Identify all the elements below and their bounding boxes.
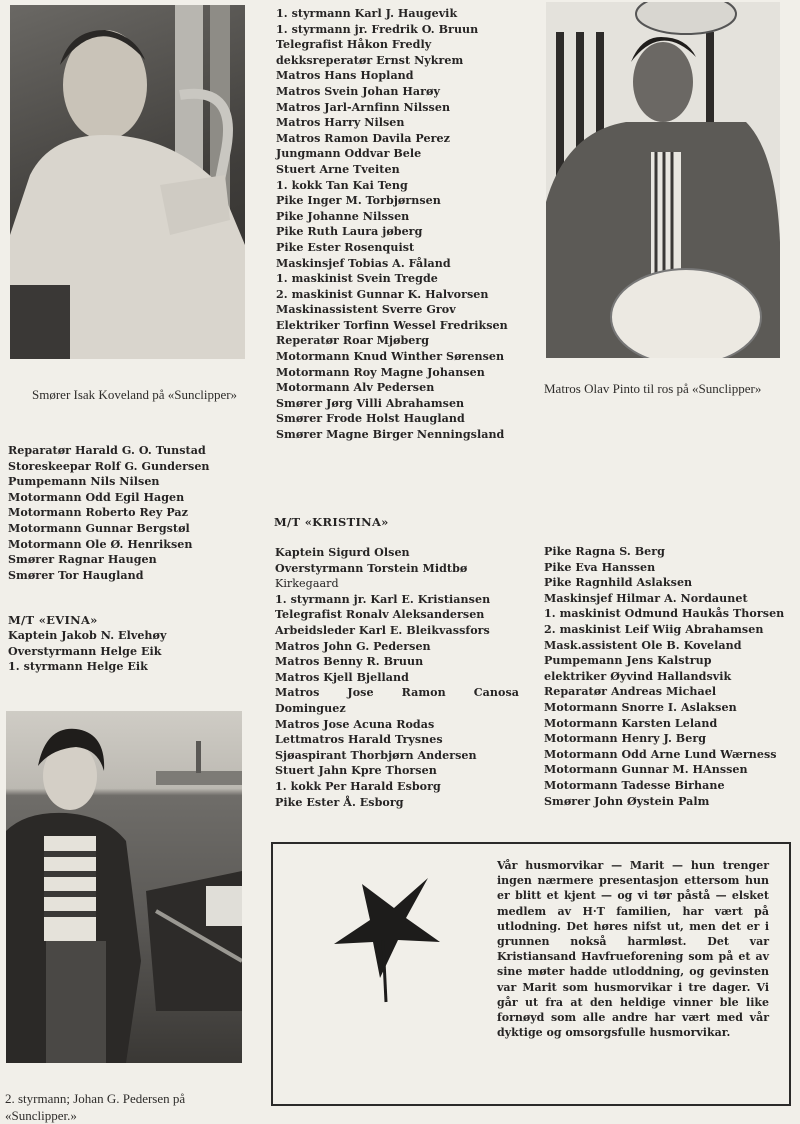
crew-member: Lettmatros Harald Trysnes — [275, 733, 443, 747]
sunclipper-crew-left — [8, 443, 210, 583]
crew-member: Motormann Roberto Rey Paz — [8, 506, 189, 520]
crew-member: Reparatør Andreas Michael — [544, 685, 717, 699]
crew-member: Motormann Tadesse Birhane — [544, 778, 725, 792]
crew-member: Reparatør Harald G. O. Tunstad — [8, 444, 206, 457]
crew-member: Mask.assistent Ole B. Koveland — [544, 638, 742, 652]
crew-member: 1. styrmann jr. Fredrik O. Bruun — [276, 22, 479, 36]
crew-member: Pike Eva Hanssen — [544, 560, 656, 574]
crew-member: Matros Ramon Davila Perez — [276, 131, 450, 145]
crew-member: Kirkegaard — [275, 577, 339, 591]
crew-member: elektriker Øyvind Hallandsvik — [544, 669, 732, 683]
word: Matros — [275, 686, 320, 700]
crew-member: Pike Ragna S. Berg — [544, 545, 665, 558]
crew-member: Matros John G. Pedersen — [275, 639, 431, 653]
crew-member: 1. maskinist Odmund Haukås Thorsen — [544, 607, 785, 621]
caption-olav: Matros Olav Pinto til ros på «Sunclipper» — [544, 381, 762, 396]
crew-member: Motormann Odd Arne Lund Wærness — [544, 747, 777, 761]
crew-member: Dominguez — [275, 701, 346, 715]
crew-member: Maskinsjef Tobias A. Fåland — [276, 256, 451, 270]
crew-member: Pike Johanne Nilssen — [276, 209, 410, 223]
crew-member: 1. styrmann Karl J. Haugevik — [276, 7, 458, 20]
crew-member: Smører Tor Haugland — [8, 568, 144, 582]
crew-member: Sjøaspirant Thorbjørn Andersen — [275, 748, 477, 762]
crew-member: Pike Ruth Laura jøberg — [276, 225, 423, 239]
crew-member: 1. kokk Per Harald Esborg — [275, 779, 441, 793]
crew-member: Motormann Alv Pedersen — [276, 381, 435, 395]
crew-member: Smører Ragnar Haugen — [8, 553, 157, 567]
husmorvikar-notice-text: Vår husmorvikar — Marit — hun trenger ingen nærmere presentasjon ettersom hun er blitt et kjent — og vi tør påstå — elsket medlem av H·T familien, har vært på utlodning. Det høres nifst ut, men det er i grunnen nokså harmløst. Det var Kristiansand Havfrueforening som på et av sine møter hadde utloddning, og gevinsten var Marit som husmorvikar i tre dager. Vi går ut fra at den heldige vinner ble like fornøyd som alle andre har vært med vår dyktige og omsorgsfulle husmorvikar. — [497, 859, 769, 1040]
crew-member: Kaptein Jakob N. Elvehøy — [8, 629, 167, 642]
husmorvikar-notice-box — [271, 842, 791, 1106]
photo-isak-koveland — [10, 5, 245, 359]
caption-isak: Smører Isak Koveland på «Sunclipper» — [32, 387, 238, 402]
crew-member: Overstyrmann Torstein Midtbø — [275, 561, 468, 575]
evina-crew — [8, 628, 167, 675]
crew-member: Smører John Øystein Palm — [544, 794, 710, 808]
crew-member: Maskinsjef Hilmar A. Nordaunet — [544, 591, 748, 605]
crew-member: Jungmann Oddvar Bele — [276, 147, 422, 161]
crew-member: Matros Harry Nilsen — [276, 116, 405, 130]
word: Ramon — [401, 686, 446, 700]
evina-heading: M/T «EVINA» — [8, 613, 98, 627]
crew-member: Motormann Snorre I. Aslaksen — [544, 700, 737, 714]
crew-member: Matros Hans Hopland — [276, 69, 414, 83]
crew-member: Motormann Gunnar Bergstøl — [8, 521, 190, 535]
crew-member: Pike Inger M. Torbjørnsen — [276, 194, 441, 208]
crew-member: Motormann Odd Egil Hagen — [8, 490, 185, 504]
crew-member: 1. maskinist Svein Tregde — [276, 272, 438, 286]
kristina-crew-part1 — [275, 545, 519, 810]
crew-member: Matros Jose Acuna Rodas — [275, 717, 435, 731]
crew-member: Smører Jørg Villi Abrahamsen — [276, 396, 465, 410]
crew-member-justified — [275, 685, 519, 701]
crew-member: Arbeidsleder Karl E. Bleikvassfors — [275, 623, 490, 637]
crew-member: Storeskeepar Rolf G. Gundersen — [8, 459, 210, 473]
photo-olav-pinto — [546, 2, 780, 358]
crew-member: Pike Ester Å. Esborg — [275, 795, 404, 809]
crew-member: 1. kokk Tan Kai Teng — [276, 178, 408, 192]
star-icon — [328, 870, 448, 1010]
photo-olav-illustration — [546, 2, 780, 358]
crew-member: Motormann Ole Ø. Henriksen — [8, 537, 193, 551]
kristina-heading: M/T «KRISTINA» — [274, 515, 389, 529]
crew-member: Maskinassistent Sverre Grov — [276, 303, 456, 317]
sunclipper-crew-center — [276, 6, 508, 443]
crew-member: Stuert Arne Tveiten — [276, 162, 400, 176]
crew-member: Kaptein Sigurd Olsen — [275, 546, 410, 559]
crew-member: Reperatør Roar Mjøberg — [276, 334, 430, 348]
crew-member: Smører Magne Birger Nenningsland — [276, 428, 505, 442]
crew-member: 2. maskinist Gunnar K. Halvorsen — [276, 287, 489, 301]
crew-member: Pumpemann Nils Nilsen — [8, 475, 160, 489]
crew-member: Motormann Karsten Leland — [544, 716, 718, 730]
crew-member: 2. maskinist Leif Wiig Abrahamsen — [544, 622, 764, 636]
photo-johan-pedersen — [6, 711, 242, 1063]
word: Canosa — [473, 686, 519, 700]
crew-member: Elektriker Torfinn Wessel Fredriksen — [276, 318, 508, 332]
crew-member: Telegrafist Ronalv Aleksandersen — [275, 608, 485, 622]
crew-member: Matros Kjell Bjelland — [275, 670, 409, 684]
crew-member: Stuert Jahn Kpre Thorsen — [275, 764, 437, 778]
crew-member: 1. styrmann Helge Eik — [8, 660, 148, 674]
photo-isak-illustration — [10, 5, 245, 359]
crew-member: Matros Benny R. Bruun — [275, 655, 424, 669]
crew-member: Matros Svein Johan Harøy — [276, 84, 440, 98]
word: Jose — [347, 686, 374, 700]
crew-member: dekksreperatør Ernst Nykrem — [276, 53, 464, 67]
crew-member: Pike Ragnhild Aslaksen — [544, 576, 693, 590]
crew-member: 1. styrmann jr. Karl E. Kristiansen — [275, 592, 491, 606]
crew-member: Pumpemann Jens Kalstrup — [544, 654, 712, 668]
crew-member: Telegrafist Håkon Fredly — [276, 38, 432, 52]
crew-member: Smører Frode Holst Haugland — [276, 412, 465, 426]
photo-johan-illustration — [6, 711, 242, 1063]
crew-member: Pike Ester Rosenquist — [276, 240, 415, 254]
crew-member: Matros Jarl-Arnfinn Nilssen — [276, 100, 451, 114]
crew-member: Motormann Knud Winther Sørensen — [276, 350, 505, 364]
caption-johan: 2. styrmann; Johan G. Pedersen på «Sunclipper.» — [5, 1091, 186, 1123]
crew-member: Overstyrmann Helge Eik — [8, 644, 162, 658]
crew-member: Motormann Roy Magne Johansen — [276, 365, 485, 379]
crew-member: Motormann Gunnar M. HAnssen — [544, 763, 748, 777]
kristina-crew-right — [544, 544, 784, 809]
crew-member: Motormann Henry J. Berg — [544, 732, 707, 746]
